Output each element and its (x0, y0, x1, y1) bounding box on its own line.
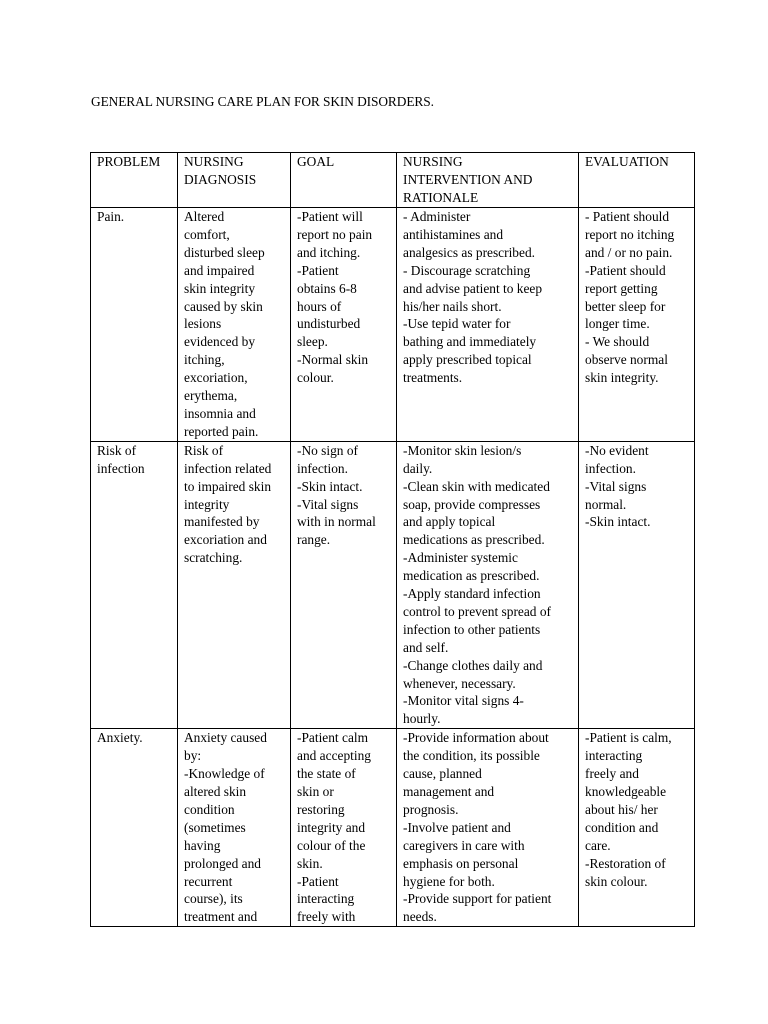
cell-text-line: hygiene for both. (403, 873, 495, 889)
cell-text-line: -Patient will (297, 209, 363, 224)
cell-text-line: report getting (585, 280, 658, 296)
cell-text-line: bathing and immediately (403, 334, 537, 350)
cell-text-line: prolonged and (184, 855, 261, 871)
cell-text-line: NURSING (403, 154, 463, 169)
cell-evaluation (579, 208, 695, 442)
cell-text-line: reported pain. (184, 423, 259, 439)
cell-text-line: soap, provide compresses (403, 496, 541, 512)
cell-text-line: freely and (585, 766, 639, 782)
cell-text-line: Risk of (97, 442, 137, 458)
cell-text-line: -Vital signs (585, 478, 647, 494)
cell-text-line: DIAGNOSIS (184, 171, 257, 187)
cell-text-line: PROBLEM (97, 154, 161, 169)
cell-text-line: interacting (297, 891, 355, 907)
cell-evaluation (579, 441, 695, 729)
cell-text-line: better sleep for (585, 298, 666, 314)
cell-text-line: whenever, necessary. (403, 675, 516, 691)
cell-text-line: and accepting (297, 748, 371, 764)
cell-text-line: caregivers in care with (403, 837, 525, 853)
cell-text-line: skin or (297, 784, 334, 799)
cell-text-line: comfort, (184, 226, 230, 242)
cell-goal (291, 441, 397, 729)
table-row (91, 441, 695, 729)
cell-evaluation (579, 729, 695, 927)
cell-text-line: normal. (585, 496, 627, 512)
header-row (91, 153, 695, 208)
cell-text-line: range. (297, 532, 331, 548)
cell-text-line: management and (403, 784, 495, 799)
header-cell-problem (91, 153, 178, 208)
care-plan-table (90, 152, 695, 927)
cell-text-line: condition and (585, 819, 659, 835)
cell-text-line: cause, planned (403, 766, 482, 782)
cell-text-line: treatments. (403, 370, 463, 386)
cell-text-line: and advise patient to keep (403, 280, 543, 296)
cell-text-line: -Knowledge of (184, 766, 265, 782)
cell-problem (91, 441, 178, 729)
cell-diagnosis (178, 441, 291, 729)
cell-text-line: undisturbed (297, 316, 361, 332)
cell-text-line: medication as prescribed. (403, 568, 540, 584)
cell-text-line: (sometimes (184, 819, 246, 835)
cell-text-line: his/her nails short. (403, 298, 502, 314)
cell-text-line: restoring (297, 801, 345, 817)
header-cell-evaluation (579, 153, 695, 208)
cell-text-line: and apply topical (403, 514, 496, 530)
cell-text-line: about his/ her (585, 801, 658, 817)
cell-text-line: -Patient (297, 873, 339, 889)
care-plan-table-body (91, 153, 695, 927)
cell-text-line: GOAL (297, 154, 335, 169)
cell-text-line: Anxiety. (97, 730, 143, 746)
cell-text-line: care. (585, 837, 611, 853)
cell-text-line: skin. (297, 855, 323, 871)
cell-problem (91, 208, 178, 442)
cell-text-line: observe normal (585, 352, 668, 368)
cell-text-line: -Skin intact. (297, 478, 363, 494)
cell-text-line: excoriation, (184, 370, 248, 386)
cell-text-line: report no pain (297, 226, 373, 242)
cell-text-line: -No evident (585, 442, 649, 458)
cell-text-line: control to prevent spread of (403, 603, 551, 619)
cell-text-line: emphasis on personal (403, 855, 519, 871)
cell-diagnosis (178, 729, 291, 927)
cell-problem (91, 729, 178, 927)
cell-text-line: insomnia and (184, 405, 256, 421)
cell-text-line: itching, (184, 352, 225, 368)
header-cell-diagnosis (178, 153, 291, 208)
cell-text-line: -Monitor vital signs 4- (403, 693, 524, 709)
cell-text-line: with in normal (297, 514, 376, 530)
cell-text-line: EVALUATION (585, 154, 669, 169)
cell-text-line: apply prescribed topical (403, 352, 532, 368)
cell-text-line: infection related (184, 460, 272, 476)
cell-text-line: Risk of (184, 442, 224, 458)
cell-text-line: -Use tepid water for (403, 316, 511, 332)
cell-text-line: medications as prescribed. (403, 532, 545, 548)
cell-text-line: -Skin intact. (585, 514, 651, 530)
cell-text-line: - Patient should (585, 209, 670, 224)
cell-text-line: -Provide information about (403, 730, 549, 746)
cell-text-line: -Patient (297, 262, 339, 278)
header-cell-goal (291, 153, 397, 208)
cell-text-line: -Restoration of (585, 855, 666, 871)
cell-text-line: treatment and (184, 909, 258, 925)
cell-text-line: antihistamines and (403, 226, 504, 242)
cell-text-line: infection. (297, 460, 348, 476)
cell-text-line: and impaired (184, 262, 255, 278)
cell-text-line: and itching. (297, 244, 361, 260)
cell-text-line: freely with (297, 909, 356, 925)
cell-text-line: disturbed sleep (184, 244, 265, 260)
cell-text-line: - We should (585, 334, 650, 350)
cell-text-line: integrity and (297, 819, 366, 835)
cell-text-line: hourly. (403, 711, 441, 727)
cell-text-line: colour. (297, 370, 334, 386)
cell-goal (291, 729, 397, 927)
cell-intervention (397, 441, 579, 729)
cell-text-line: longer time. (585, 316, 650, 332)
cell-text-line: -Patient should (585, 262, 666, 278)
cell-text-line: -Administer systemic (403, 550, 518, 566)
cell-text-line: needs. (403, 909, 437, 925)
cell-diagnosis (178, 208, 291, 442)
cell-text-line: INTERVENTION AND (403, 171, 533, 187)
cell-text-line: interacting (585, 748, 643, 764)
cell-text-line: erythema, (184, 388, 238, 404)
header-cell-intervention (397, 153, 579, 208)
cell-text-line: -No sign of (297, 442, 358, 458)
cell-text-line: - Administer (403, 209, 471, 224)
cell-text-line: infection (97, 460, 145, 476)
cell-text-line: -Vital signs (297, 496, 359, 512)
cell-goal (291, 208, 397, 442)
cell-text-line: Anxiety caused (184, 730, 267, 746)
cell-text-line: daily. (403, 460, 433, 476)
cell-text-line: infection. (585, 460, 636, 476)
cell-text-line: -Monitor skin lesion/s (403, 442, 522, 458)
cell-text-line: recurrent (184, 873, 233, 889)
cell-text-line: altered skin (184, 784, 247, 799)
cell-text-line: and self. (403, 639, 449, 655)
cell-text-line: prognosis. (403, 801, 459, 817)
cell-text-line: report no itching (585, 226, 675, 242)
cell-text-line: analgesics as prescribed. (403, 244, 535, 260)
cell-text-line: course), its (184, 891, 243, 907)
cell-text-line: condition (184, 801, 235, 817)
cell-text-line: hours of (297, 298, 342, 314)
cell-text-line: RATIONALE (403, 189, 479, 205)
cell-text-line: having (184, 837, 221, 853)
cell-text-line: -Patient calm (297, 730, 369, 746)
table-row (91, 729, 695, 927)
cell-text-line: lesions (184, 316, 222, 332)
cell-text-line: -Involve patient and (403, 819, 511, 835)
cell-text-line: excoriation and (184, 532, 267, 548)
cell-intervention (397, 208, 579, 442)
cell-text-line: to impaired skin (184, 478, 272, 494)
cell-text-line: knowledgeable (585, 784, 667, 799)
cell-text-line: manifested by (184, 514, 260, 530)
cell-text-line: skin integrity. (585, 370, 659, 386)
cell-text-line: -Provide support for patient (403, 891, 552, 907)
cell-text-line: evidenced by (184, 334, 256, 350)
cell-text-line: NURSING (184, 154, 244, 169)
cell-text-line: -Change clothes daily and (403, 657, 543, 673)
cell-text-line: -Clean skin with medicated (403, 478, 550, 494)
table-row (91, 208, 695, 442)
cell-text-line: -Patient is calm, (585, 730, 672, 746)
cell-text-line: - Discourage scratching (403, 262, 531, 278)
cell-text-line: scratching. (184, 550, 243, 566)
cell-text-line: -Normal skin (297, 352, 369, 368)
cell-text-line: infection to other patients (403, 621, 541, 637)
cell-text-line: colour of the (297, 837, 366, 853)
cell-text-line: Pain. (97, 209, 125, 224)
cell-text-line: -Apply standard infection (403, 586, 541, 602)
cell-text-line: and / or no pain. (585, 244, 673, 260)
document-title: GENERAL NURSING CARE PLAN FOR SKIN DISORDERS. (91, 94, 434, 109)
cell-intervention (397, 729, 579, 927)
cell-text-line: skin integrity (184, 280, 256, 296)
cell-text-line: integrity (184, 496, 230, 512)
cell-text-line: the state of (297, 766, 356, 782)
cell-text-line: by: (184, 748, 202, 764)
cell-text-line: skin colour. (585, 873, 648, 889)
cell-text-line: the condition, its possible (403, 748, 540, 764)
cell-text-line: Altered (184, 209, 225, 224)
cell-text-line: sleep. (297, 334, 328, 350)
cell-text-line: obtains 6-8 (297, 280, 357, 296)
cell-text-line: caused by skin (184, 298, 263, 314)
